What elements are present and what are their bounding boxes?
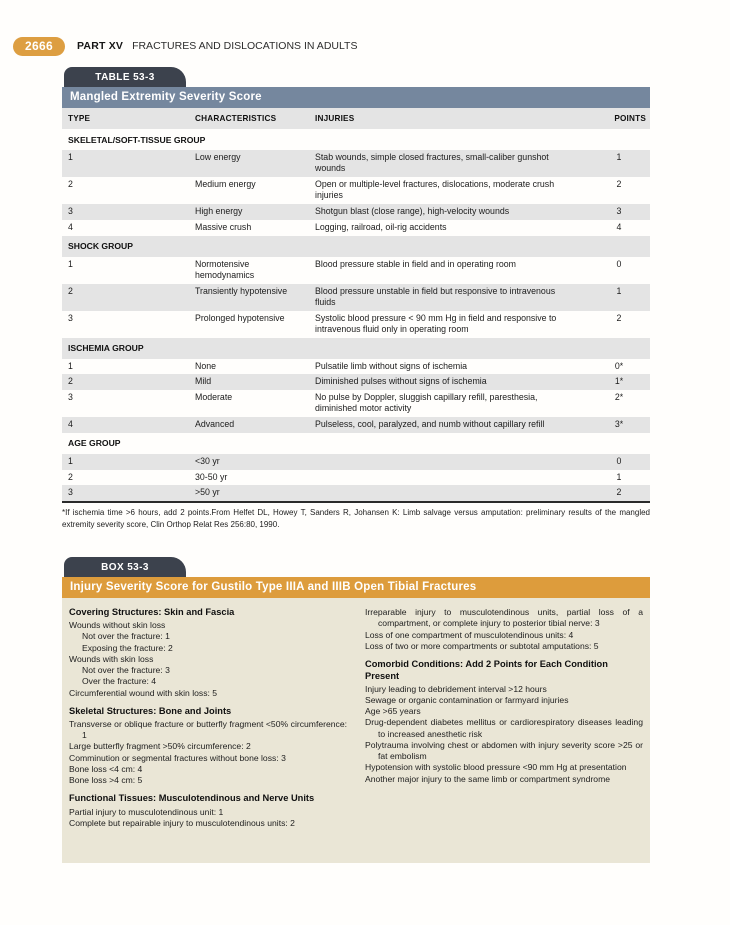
table-row: [62, 220, 650, 236]
column-header: TYPE: [68, 113, 91, 123]
cell-points: 2: [616, 312, 622, 323]
box-line: Bone loss >4 cm: 5: [69, 775, 143, 786]
table-title-bar: Mangled Extremity Severity Score: [62, 87, 650, 108]
box-line: Hypotension with systolic blood pressure <90 mm Hg at presentation: [365, 762, 627, 773]
cell-points: 4: [616, 221, 622, 232]
cell-points: 0: [616, 258, 622, 269]
table-row: [62, 417, 650, 433]
box-block: [365, 659, 643, 785]
table-row: [62, 390, 650, 417]
box-line: Sewage or organic contamination or farmyard injuries: [365, 694, 569, 705]
box-line: Injury leading to debridement interval >12 hours: [365, 683, 547, 694]
box-section: [62, 557, 650, 863]
cell-injuries: Stab wounds, simple closed fractures, small-caliber gunshot wounds: [315, 152, 549, 174]
box-line: Bone loss <4 cm: 4: [69, 763, 143, 774]
cell-type: 1: [68, 360, 73, 371]
box-column-right: [365, 607, 643, 849]
cell-characteristics: Transiently hypotensive: [195, 285, 288, 296]
column-header: INJURIES: [315, 113, 355, 123]
cell-characteristics: High energy: [195, 206, 243, 216]
cell-characteristics: Mild: [195, 376, 212, 387]
box-tab: BOX 53-3: [64, 557, 186, 577]
cell-type: 1: [68, 455, 73, 466]
group-name: AGE GROUP: [68, 438, 121, 449]
running-head: [77, 40, 357, 52]
cell-points: 1: [616, 471, 622, 482]
cell-type: 2: [68, 471, 73, 482]
box-title-bar: Injury Severity Score for Gustilo Type IIIA and IIIB Open Tibial Fractures: [62, 577, 650, 598]
cell-injuries: Pulsatile limb without signs of ischemia: [315, 360, 468, 371]
group-name: SHOCK GROUP: [68, 241, 133, 251]
cell-characteristics: <30 yr: [195, 455, 220, 466]
cell-characteristics: Medium energy: [195, 179, 256, 189]
cell-points: 0: [616, 455, 622, 466]
box-line: Loss of one compartment of musculotendinous units: 4: [365, 629, 574, 640]
box-line: Another major injury to the same limb or compartment syndrome: [365, 773, 611, 784]
table-group-row: [62, 129, 650, 150]
cell-type: 2: [68, 376, 73, 387]
box-line: Over the fracture: 4: [82, 676, 157, 687]
cell-characteristics: >50 yr: [195, 487, 220, 498]
group-name: ISCHEMIA GROUP: [68, 343, 144, 353]
cell-characteristics: Prolonged hypotensive: [195, 312, 285, 323]
cell-injuries: Open or multiple-level fractures, dislocations, moderate crush injuries: [315, 179, 555, 201]
box-block: [365, 607, 643, 652]
cell-type: 4: [68, 419, 73, 429]
box-line: Large butterfly fragment >50% circumference: 2: [69, 741, 251, 752]
table-row: [62, 177, 650, 204]
table-section: [62, 67, 650, 531]
table-group-row: [62, 433, 650, 454]
box-line: Age >65 years: [365, 706, 421, 717]
cell-characteristics: Moderate: [195, 392, 233, 402]
cell-injuries: [309, 485, 592, 501]
table-row: [62, 284, 650, 311]
table-tab: TABLE 53-3: [64, 67, 186, 87]
cell-characteristics: None: [195, 360, 217, 371]
box-heading: Comorbid Conditions: Add 2 Points for Each Condition Present: [365, 659, 608, 681]
table-row: [62, 150, 650, 177]
cell-injuries: Pulseless, cool, paralyzed, and numb without capillary refill: [315, 419, 545, 429]
table-row: [62, 204, 650, 220]
box-line: Wounds without skin loss: [69, 620, 166, 631]
box-line: Loss of two or more compartments or subtotal amputations: 5: [365, 640, 599, 651]
cell-points: 1: [616, 152, 622, 162]
group-name: SKELETAL/SOFT-TISSUE GROUP: [68, 134, 206, 145]
box-line: Circumferential wound with skin loss: 5: [69, 687, 218, 698]
table-row: [62, 454, 650, 470]
cell-injuries: [309, 470, 592, 486]
box-line: Not over the fracture: 3: [82, 665, 170, 676]
table-row: [62, 311, 650, 338]
table-group-row: [62, 236, 650, 257]
box-block: [69, 607, 347, 699]
part-title: FRACTURES AND DISLOCATIONS IN ADULTS: [132, 40, 358, 52]
box-line: Transverse or oblique fracture or butterfly fragment <50% circumference: 1: [69, 718, 347, 741]
cell-injuries: [309, 454, 592, 470]
cell-injuries: No pulse by Doppler, sluggish capillary refill, paresthesia, diminished motor activity: [315, 392, 538, 414]
cell-characteristics: Normotensive hemodynamics: [195, 258, 255, 280]
box-line: Comminution or segmental fractures without bone loss: 3: [69, 752, 286, 763]
cell-type: 3: [68, 206, 73, 216]
box-line: Exposing the fracture: 2: [82, 642, 173, 653]
box-line: Drug-dependent diabetes mellitus or cardiorespiratory diseases leading to increased anesthetic risk: [365, 717, 643, 739]
cell-characteristics: Low energy: [195, 152, 241, 162]
box-line: Partial injury to musculotendinous unit: 1: [69, 806, 224, 817]
part-label: PART XV: [77, 40, 124, 52]
cell-points: 2*: [614, 392, 624, 402]
box-heading: Covering Structures: Skin and Fascia: [69, 607, 235, 617]
box-block: [69, 793, 347, 829]
box-line: Complete but repairable injury to musculotendinous units: 2: [69, 817, 295, 828]
cell-type: 3: [68, 392, 73, 402]
table-group-row: [62, 338, 650, 359]
page-header: [0, 37, 730, 57]
table-row: [62, 257, 650, 284]
cell-points: 2: [616, 179, 622, 189]
box-column-left: [69, 607, 347, 849]
box-block: [69, 706, 347, 787]
box-line: Polytrauma involving chest or abdomen with injury severity score >25 or fat embolism: [365, 739, 643, 762]
table-column-header-row: [62, 108, 650, 129]
cell-type: 4: [68, 221, 73, 232]
cell-injuries: Blood pressure unstable in field but responsive to intravenous fluids: [315, 285, 556, 307]
box-content: [62, 598, 650, 863]
cell-characteristics: 30-50 yr: [195, 471, 228, 482]
table-footnote: *If ischemia time >6 hours, add 2 points.From Helfet DL, Howey T, Sanders R, Johansen K: Limb salvage versus amputation: preliminary results of the mangled extremity severity score, Clin Orthop Relat Res 256:80, 1990.: [62, 508, 650, 529]
column-header: CHARACTERISTICS: [195, 113, 277, 123]
severity-table: [62, 108, 650, 503]
box-line: Not over the fracture: 1: [82, 631, 170, 642]
table-row: [62, 470, 650, 486]
cell-characteristics: Advanced: [195, 419, 235, 429]
cell-type: 1: [68, 152, 73, 162]
cell-type: 3: [68, 487, 73, 498]
cell-injuries: Systolic blood pressure < 90 mm Hg in field and responsive to intravenous fluid only in operating room: [315, 312, 557, 334]
cell-type: 2: [68, 179, 73, 189]
box-line: Irreparable injury to musculotendinous units, partial loss of a compartment, or complete injury to posterior tibial nerve: 3: [365, 607, 643, 629]
cell-points: 1*: [614, 376, 624, 387]
cell-characteristics: Massive crush: [195, 221, 252, 232]
box-heading: Functional Tissues: Musculotendinous and Nerve Units: [69, 793, 315, 804]
box-line: Wounds with skin loss: [69, 653, 154, 664]
column-header: POINTS: [614, 113, 646, 123]
table-row: [62, 485, 650, 501]
cell-points: 0*: [614, 360, 624, 371]
cell-points: 1: [616, 285, 622, 296]
cell-points: 2: [616, 487, 622, 498]
cell-points: 3*: [614, 419, 624, 429]
table-row: [62, 374, 650, 390]
cell-type: 3: [68, 312, 73, 323]
cell-type: 2: [68, 285, 73, 296]
page-number-badge: 2666: [13, 37, 65, 56]
cell-injuries: Blood pressure stable in field and in operating room: [315, 258, 516, 269]
cell-type: 1: [68, 258, 73, 269]
table-row: [62, 359, 650, 375]
cell-points: 3: [616, 206, 622, 216]
box-heading: Skeletal Structures: Bone and Joints: [69, 705, 232, 716]
cell-injuries: Logging, railroad, oil-rig accidents: [315, 221, 447, 232]
cell-injuries: Diminished pulses without signs of ischemia: [315, 376, 487, 387]
cell-injuries: Shotgun blast (close range), high-velocity wounds: [315, 206, 510, 216]
